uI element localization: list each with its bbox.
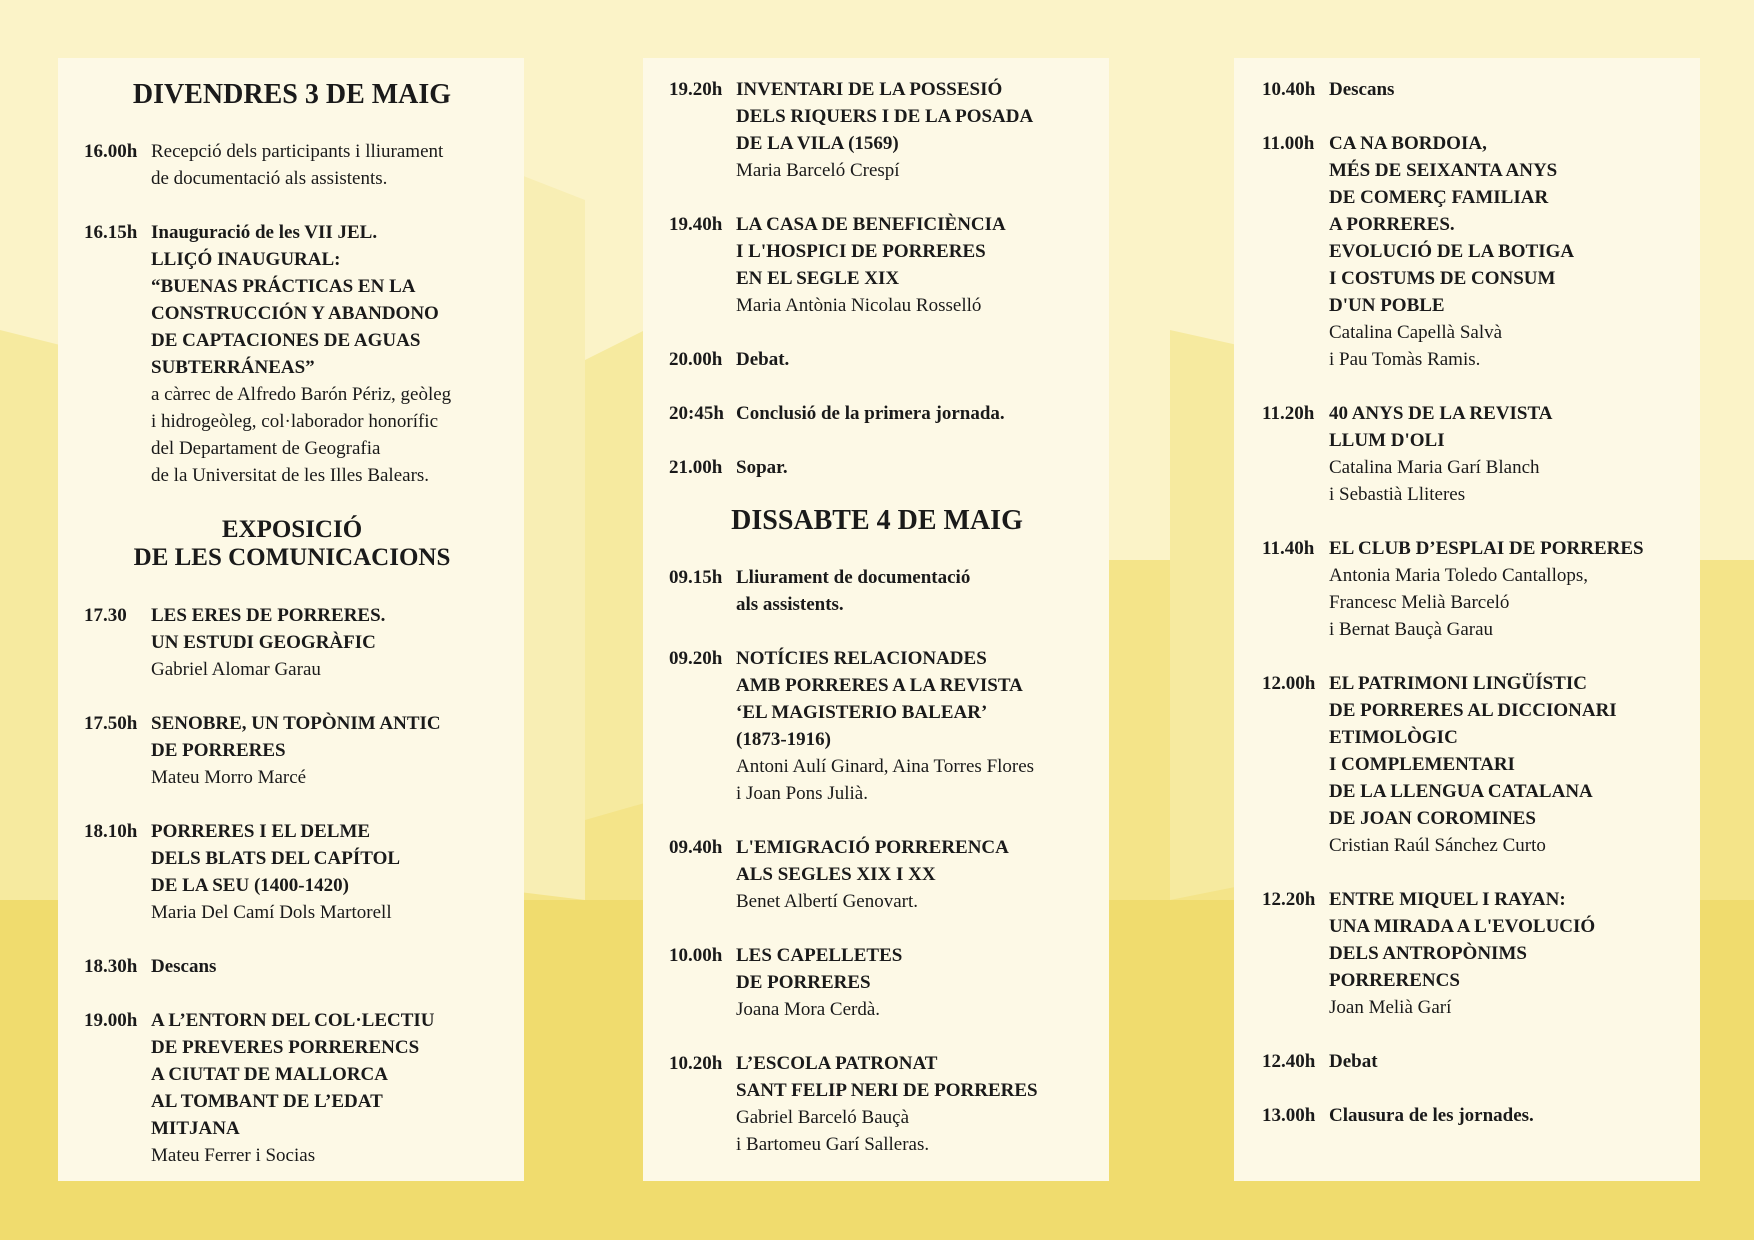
entry-title-line: DE PREVERES PORRERENCS — [151, 1037, 420, 1058]
entry-title-line: Conclusió de la primera jornada. — [736, 403, 1005, 424]
entry-body — [1329, 1048, 1676, 1075]
entry-time: 19.40h — [669, 214, 723, 235]
entry-title-line: UN ESTUDI GEOGRÀFIC — [151, 632, 376, 653]
entry-time: 18.30h — [84, 956, 138, 977]
entry-title-line: Clausura de les jornades. — [1329, 1105, 1534, 1126]
entry-title-line: Lliurament de documentació — [736, 567, 971, 588]
entry-title-line: NOTÍCIES RELACIONADES — [736, 648, 987, 669]
entry-time: 20.00h — [669, 349, 723, 370]
entry-time: 16.15h — [84, 222, 138, 243]
entry-title-line: ‘EL MAGISTERIO BALEAR’ — [736, 702, 988, 723]
schedule-entry — [84, 138, 500, 192]
program-column-3 — [1234, 58, 1700, 1181]
entry-speaker-line: del Departament de Geografia — [151, 438, 381, 459]
entry-speaker-line: Benet Albertí Genovart. — [736, 891, 919, 912]
entry-title-line: DE LA VILA (1569) — [736, 133, 899, 154]
entry-time: 20:45h — [669, 403, 724, 424]
entry-body — [151, 710, 500, 791]
entry-body — [1329, 535, 1676, 643]
entry-speaker-line: Francesc Melià Barceló — [1329, 592, 1510, 613]
entry-body — [736, 346, 1085, 373]
entry-body — [1329, 76, 1676, 103]
entry-speaker-line: a càrrec de Alfredo Barón Périz, geòleg — [151, 384, 452, 405]
entry-body — [151, 219, 500, 489]
entry-title-line: Debat. — [736, 349, 790, 370]
entry-title-line: I COMPLEMENTARI — [1329, 754, 1515, 775]
entry-title-line: AL TOMBANT DE L’EDAT — [151, 1091, 383, 1112]
entry-title-line: L’ESCOLA PATRONAT — [736, 1053, 938, 1074]
entry-title-line: Descans — [151, 956, 217, 977]
schedule-entry — [1262, 535, 1676, 643]
entry-speaker-line: Catalina Maria Garí Blanch — [1329, 457, 1540, 478]
entry-body — [1329, 886, 1676, 1021]
entry-body — [736, 400, 1085, 427]
schedule-entry — [84, 602, 500, 683]
entry-body — [736, 454, 1085, 481]
schedule-entry — [1262, 130, 1676, 373]
entry-title-line: DE COMERÇ FAMILIAR — [1329, 187, 1549, 208]
entry-title-line: LLIÇÓ INAUGURAL: — [151, 249, 341, 270]
entry-title-line: ETIMOLÒGIC — [1329, 727, 1458, 748]
entry-title-line: DE PORRERES — [736, 972, 871, 993]
entry-title-line: LES ERES DE PORRERES. — [151, 605, 386, 626]
entry-speaker-line: Antoni Aulí Ginard, Aina Torres Flores — [736, 756, 1035, 777]
entry-time: 09.15h — [669, 567, 723, 588]
entry-title-line: DE LA LLENGUA CATALANA — [1329, 781, 1593, 802]
entry-body — [736, 1050, 1085, 1158]
entry-body — [151, 1007, 500, 1169]
entry-speaker-line: de la Universitat de les Illes Balears. — [151, 465, 430, 486]
entry-title-line: 40 ANYS DE LA REVISTA — [1329, 403, 1553, 424]
entry-speaker-line: i Sebastià Lliteres — [1329, 484, 1466, 505]
entry-title-line: A L’ENTORN DEL COL·LECTIU — [151, 1010, 435, 1031]
entry-body — [151, 818, 500, 926]
entry-speaker-line: Recepció dels participants i lliurament — [151, 141, 444, 162]
entry-title-line: INVENTARI DE LA POSSESIÓ — [736, 79, 1003, 100]
entry-body — [1329, 670, 1676, 859]
entry-time: 19.00h — [84, 1010, 138, 1031]
schedule-entry — [1262, 1102, 1676, 1129]
entry-title-line: PORRERES I EL DELME — [151, 821, 371, 842]
schedule-entry — [1262, 670, 1676, 859]
schedule-entry — [84, 818, 500, 926]
entry-time: 17.50h — [84, 713, 138, 734]
section-heading-line: EXPOSICIÓ — [221, 516, 363, 543]
schedule-entry — [84, 710, 500, 791]
entry-title-line: EL CLUB D’ESPLAI DE PORRERES — [1329, 538, 1644, 559]
entry-title-line: CA NA BORDOIA, — [1329, 133, 1487, 154]
entry-title-line: MITJANA — [151, 1118, 240, 1139]
entry-body — [1329, 130, 1676, 373]
day-heading: DIVENDRES 3 DE MAIG — [132, 79, 452, 110]
section-heading — [84, 516, 500, 572]
entry-speaker-line: Joan Melià Garí — [1329, 997, 1452, 1018]
entry-title-line: DE CAPTACIONES DE AGUAS — [151, 330, 421, 351]
entry-time: 21.00h — [669, 457, 723, 478]
entry-title-line: DELS ANTROPÒNIMS — [1329, 943, 1527, 964]
schedule-entry — [669, 942, 1085, 1023]
entry-title-line: SENOBRE, UN TOPÒNIM ANTIC — [151, 713, 441, 734]
entry-title-line: DE PORRERES AL DICCIONARI — [1329, 700, 1617, 721]
program-column-2 — [643, 58, 1109, 1181]
entry-title-line: EN EL SEGLE XIX — [736, 268, 900, 289]
entry-speaker-line: Mateu Morro Marcé — [151, 767, 307, 788]
section-heading-line: DE LES COMUNICACIONS — [133, 544, 451, 571]
entry-speaker-line: Joana Mora Cerdà. — [736, 999, 881, 1020]
entry-title-line: DE LA SEU (1400-1420) — [151, 875, 349, 896]
entry-time: 11.00h — [1262, 133, 1315, 154]
entry-title-line: LA CASA DE BENEFICIÈNCIA — [736, 214, 1006, 235]
schedule-entry — [669, 1050, 1085, 1158]
entry-body — [736, 76, 1085, 184]
entry-speaker-line: Gabriel Alomar Garau — [151, 659, 321, 680]
entry-title-line: A PORRERES. — [1329, 214, 1455, 235]
entry-speaker-line: de documentació als assistents. — [151, 168, 388, 189]
day-heading: DISSABTE 4 DE MAIG — [731, 505, 1023, 536]
entry-title-line: PORRERENCS — [1329, 970, 1460, 991]
entry-title-line: D'UN POBLE — [1329, 295, 1445, 316]
entry-speaker-line: Antonia Maria Toledo Cantallops, — [1329, 565, 1588, 586]
entry-title-line: L'EMIGRACIÓ PORRERENCA — [736, 837, 1009, 858]
entry-title-line: A CIUTAT DE MALLORCA — [151, 1064, 388, 1085]
entry-title-line: LLUM D'OLI — [1329, 430, 1445, 451]
entry-body — [736, 834, 1085, 915]
entry-title-line: UNA MIRADA A L'EVOLUCIÓ — [1329, 916, 1596, 937]
entry-body — [1329, 1102, 1676, 1129]
entry-speaker-line: i hidrogeòleg, col·laborador honorífic — [151, 411, 439, 432]
entry-title-line: DELS BLATS DEL CAPÍTOL — [151, 848, 401, 869]
schedule-entry — [669, 76, 1085, 184]
entry-title-line: SANT FELIP NERI DE PORRERES — [736, 1080, 1038, 1101]
entry-body — [736, 645, 1085, 807]
entry-speaker-line: i Bartomeu Garí Salleras. — [736, 1134, 930, 1155]
entry-body — [1329, 400, 1676, 508]
entry-title-line: SUBTERRÁNEAS” — [151, 357, 315, 378]
entry-time: 19.20h — [669, 79, 723, 100]
entries-list — [1262, 76, 1676, 1129]
schedule-entry — [669, 564, 1085, 618]
entry-speaker-line: i Pau Tomàs Ramis. — [1329, 349, 1481, 370]
entry-time: 12.40h — [1262, 1051, 1316, 1072]
schedule-entry — [669, 834, 1085, 915]
entry-title-line: I COSTUMS DE CONSUM — [1329, 268, 1556, 289]
program-column-1 — [58, 58, 524, 1181]
entry-title-line: Debat — [1329, 1051, 1378, 1072]
entry-speaker-line: Maria Antònia Nicolau Rosselló — [736, 295, 982, 316]
entry-title-line: CONSTRUCCIÓN Y ABANDONO — [151, 303, 439, 324]
entry-speaker-line: Catalina Capellà Salvà — [1329, 322, 1503, 343]
entry-time: 13.00h — [1262, 1105, 1316, 1126]
entries-list — [669, 564, 1085, 1158]
schedule-entry — [669, 400, 1085, 427]
entry-title-line: “BUENAS PRÁCTICAS EN LA — [151, 276, 416, 297]
schedule-entry — [84, 953, 500, 980]
entry-speaker-line: i Bernat Bauçà Garau — [1329, 619, 1494, 640]
entry-speaker-line: Maria Del Camí Dols Martorell — [151, 902, 392, 923]
entry-time: 17.30 — [84, 605, 127, 626]
entries-list — [669, 76, 1085, 481]
entry-title-line: DE JOAN COROMINES — [1329, 808, 1536, 829]
entry-title-line: AMB PORRERES A LA REVISTA — [736, 675, 1023, 696]
entry-body — [151, 953, 500, 980]
entry-body — [736, 942, 1085, 1023]
entry-title-line: ALS SEGLES XIX I XX — [736, 864, 936, 885]
entry-title-line: Descans — [1329, 79, 1395, 100]
entry-speaker-line: Gabriel Barceló Bauçà — [736, 1107, 910, 1128]
entry-time: 10.20h — [669, 1053, 723, 1074]
entry-time: 18.10h — [84, 821, 138, 842]
entry-title-line: EVOLUCIÓ DE LA BOTIGA — [1329, 241, 1575, 262]
schedule-entry — [1262, 400, 1676, 508]
schedule-entry — [1262, 886, 1676, 1021]
entry-time: 10.40h — [1262, 79, 1316, 100]
entry-body — [736, 211, 1085, 319]
entry-title-line: Sopar. — [736, 457, 788, 478]
schedule-entry — [84, 1007, 500, 1169]
entry-body — [151, 602, 500, 683]
entry-time: 09.20h — [669, 648, 723, 669]
entry-title-line: als assistents. — [736, 594, 844, 615]
entry-title-line: DELS RIQUERS I DE LA POSADA — [736, 106, 1034, 127]
entry-time: 10.00h — [669, 945, 723, 966]
entry-time: 11.40h — [1262, 538, 1315, 559]
schedule-entry — [669, 211, 1085, 319]
entry-title-line: MÉS DE SEIXANTA ANYS — [1329, 160, 1558, 181]
schedule-entry — [669, 346, 1085, 373]
entry-time: 16.00h — [84, 141, 138, 162]
entry-time: 09.40h — [669, 837, 723, 858]
schedule-entry — [84, 219, 500, 489]
entry-speaker-line: i Joan Pons Julià. — [736, 783, 868, 804]
entry-speaker-line: Cristian Raúl Sánchez Curto — [1329, 835, 1546, 856]
schedule-entry — [669, 454, 1085, 481]
entry-body — [151, 138, 500, 192]
entry-title-line: (1873-1916) — [736, 729, 831, 750]
schedule-entry — [669, 645, 1085, 807]
entry-speaker-line: Maria Barceló Crespí — [736, 160, 900, 181]
entry-speaker-line: Mateu Ferrer i Socias — [151, 1145, 316, 1166]
entry-title-line: LES CAPELLETES — [736, 945, 903, 966]
entry-time: 11.20h — [1262, 403, 1315, 424]
entry-body — [736, 564, 1085, 618]
entry-title-line: Inauguració de les VII JEL. — [151, 222, 378, 243]
entry-title-line: EL PATRIMONI LINGÜÍSTIC — [1329, 673, 1587, 694]
schedule-entry — [1262, 1048, 1676, 1075]
entries-list — [84, 138, 500, 489]
entry-title-line: DE PORRERES — [151, 740, 286, 761]
schedule-entry — [1262, 76, 1676, 103]
entry-time: 12.00h — [1262, 673, 1316, 694]
entries-list — [84, 602, 500, 1169]
entry-time: 12.20h — [1262, 889, 1316, 910]
entry-title-line: I L'HOSPICI DE PORRERES — [736, 241, 986, 262]
entry-title-line: ENTRE MIQUEL I RAYAN: — [1329, 889, 1566, 910]
